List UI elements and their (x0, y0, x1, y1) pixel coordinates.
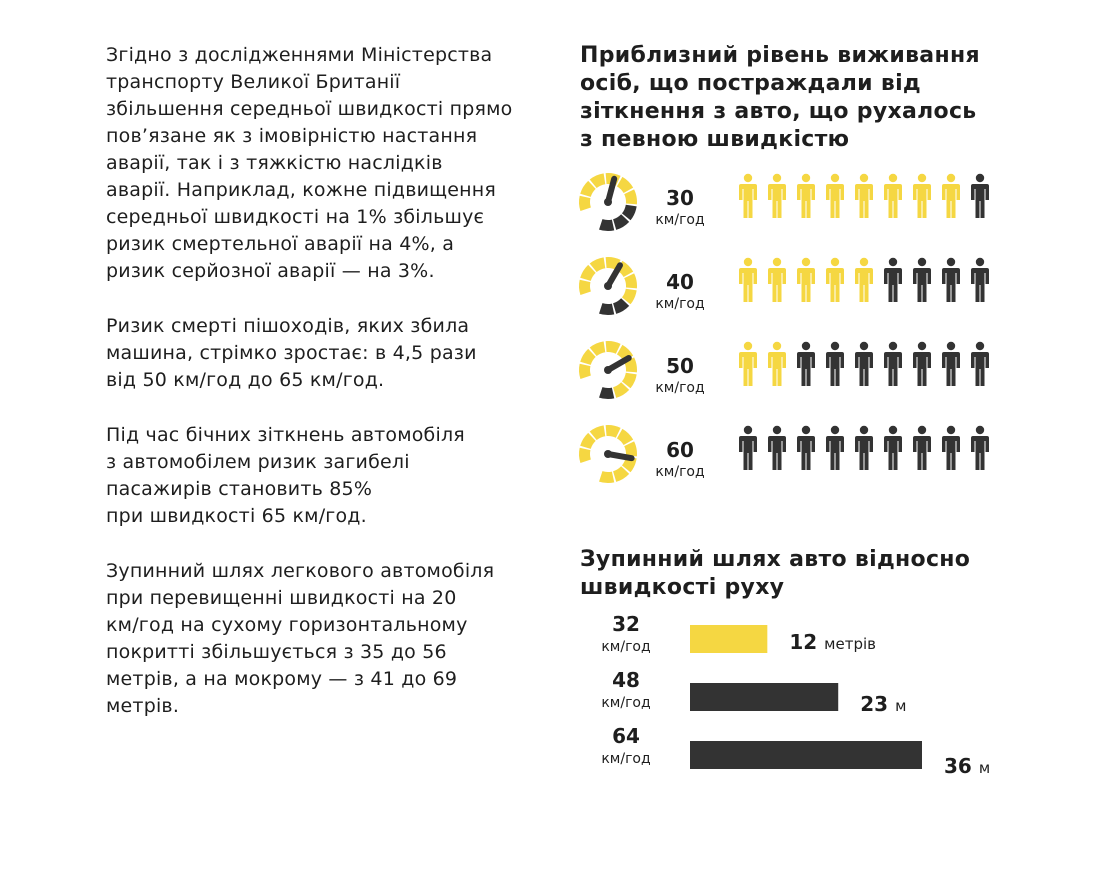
person-fatal-icon (884, 426, 902, 470)
person-survived-icon (826, 258, 844, 302)
person-survived-icon (739, 174, 757, 218)
person-survived-icon (768, 342, 786, 386)
speed-value-label: 60 (666, 438, 694, 462)
person-survived-icon (942, 174, 960, 218)
speedometer-icon (579, 173, 637, 231)
category-speed-label: 48 (612, 668, 640, 692)
speed-value-label: 40 (666, 270, 694, 294)
category-unit-label: км/год (601, 639, 651, 655)
category-speed-label: 32 (612, 612, 640, 636)
person-fatal-icon (942, 426, 960, 470)
person-fatal-icon (942, 342, 960, 386)
gauge-segment (624, 273, 637, 288)
speed-unit-label: км/год (655, 464, 705, 480)
gauge-segment (579, 196, 591, 211)
bar-value-label: 12 метрів (789, 630, 876, 654)
person-fatal-icon (913, 342, 931, 386)
gauge-segment (599, 303, 614, 315)
survival-row-60 (579, 425, 989, 483)
gauge-segment (606, 425, 621, 438)
speedometer-icon (579, 257, 637, 315)
speed-value-label: 50 (666, 354, 694, 378)
person-survived-icon (797, 174, 815, 218)
speed-value-label: 30 (666, 186, 694, 210)
person-survived-icon (855, 258, 873, 302)
gauge-hub (604, 450, 612, 458)
person-survived-icon (768, 174, 786, 218)
person-fatal-icon (913, 426, 931, 470)
person-fatal-icon (971, 258, 989, 302)
person-survived-icon (884, 174, 902, 218)
paragraph-side-collision: Під час бічних зіткнень автомобіля з автомобілем ризик загибелі пасажирів становить 85% при швидкості 65 км/год. (106, 424, 465, 527)
stopping-bar (690, 683, 838, 711)
person-fatal-icon (971, 342, 989, 386)
gauge-segment (599, 219, 614, 231)
person-fatal-icon (855, 426, 873, 470)
person-fatal-icon (913, 258, 931, 302)
speed-unit-label: км/год (655, 212, 705, 228)
survival-pictogram-chart (575, 165, 1005, 495)
person-fatal-icon (826, 426, 844, 470)
stopping-row-64 (601, 724, 990, 775)
gauge-hub (604, 282, 612, 290)
survival-chart-title: Приблизний рівень виживання осіб, що постраждали від зіткнення з авто, що рухалось з певною швидкістю (580, 43, 980, 152)
category-unit-label: км/год (601, 695, 651, 711)
stopping-bar (690, 741, 922, 769)
survival-row-30 (579, 173, 989, 231)
gauge-segment (599, 471, 614, 483)
stopping-row-32 (601, 612, 876, 655)
stopping-distance-bar-chart (575, 605, 1005, 775)
person-survived-icon (768, 258, 786, 302)
gauge-segment (617, 429, 633, 445)
stopping-row-48 (601, 668, 906, 716)
gauge-segment (606, 341, 621, 354)
person-fatal-icon (797, 342, 815, 386)
bar-value-unit: м (978, 759, 991, 775)
paragraph-uk-research: Згідно з дослідженнями Міністерства транспорту Великої Британії збільшення середньої швидкості прямо пов’язане як з імовірністю настання аварії, так і з тяжкістю наслідків аварії. Наприклад, кожне підвищення середньої швидкості на 1% збільшує ризик смертельної аварії на 4%, а ризик серйозної аварії — на 3%. (106, 44, 513, 282)
gauge-segment (617, 177, 633, 193)
person-fatal-icon (971, 426, 989, 470)
person-survived-icon (913, 174, 931, 218)
bar-value-label: 36 м (944, 754, 991, 775)
gauge-segment (579, 280, 591, 295)
person-survived-icon (797, 258, 815, 302)
bar-value-unit: метрів (824, 635, 876, 653)
gauge-segment (624, 441, 637, 456)
person-fatal-icon (884, 258, 902, 302)
gauge-segment (579, 364, 591, 379)
speed-unit-label: км/год (655, 296, 705, 312)
person-fatal-icon (855, 342, 873, 386)
person-fatal-icon (942, 258, 960, 302)
speedometer-icon (579, 425, 637, 483)
person-fatal-icon (768, 426, 786, 470)
speedometer-icon (579, 341, 637, 399)
bar-value-unit: м (895, 697, 907, 715)
gauge-segment (624, 189, 637, 204)
gauge-segment (579, 448, 591, 463)
person-fatal-icon (797, 426, 815, 470)
text-column (106, 42, 551, 748)
gauge-segment (599, 387, 614, 399)
speed-unit-label: км/год (655, 380, 705, 396)
survival-row-50 (579, 341, 989, 399)
person-fatal-icon (739, 426, 757, 470)
stopping-chart-title: Зупинний шлях авто відносно швидкості руху (580, 547, 971, 600)
person-survived-icon (826, 174, 844, 218)
survival-row-40 (579, 257, 989, 315)
category-speed-label: 64 (612, 724, 640, 748)
person-survived-icon (739, 258, 757, 302)
paragraph-pedestrian-risk: Ризик смерті пішоходів, яких збила машина, стрімко зростає: в 4,5 рази від 50 км/год до 65 км/год. (106, 315, 477, 391)
category-unit-label: км/год (601, 751, 651, 767)
person-fatal-icon (971, 174, 989, 218)
person-survived-icon (739, 342, 757, 386)
bar-value-label: 23 м (860, 692, 907, 716)
stopping-bar (690, 625, 767, 653)
person-fatal-icon (884, 342, 902, 386)
gauge-hub (604, 366, 612, 374)
paragraph-stopping-distance: Зупинний шлях легкового автомобіля при перевищенні швидкості на 20 км/год на сухому горизонтальному покритті збільшується з 35 до 56 метрів, а на мокрому — з 41 до 69 метрів. (106, 560, 495, 717)
person-fatal-icon (826, 342, 844, 386)
gauge-hub (604, 198, 612, 206)
person-survived-icon (855, 174, 873, 218)
